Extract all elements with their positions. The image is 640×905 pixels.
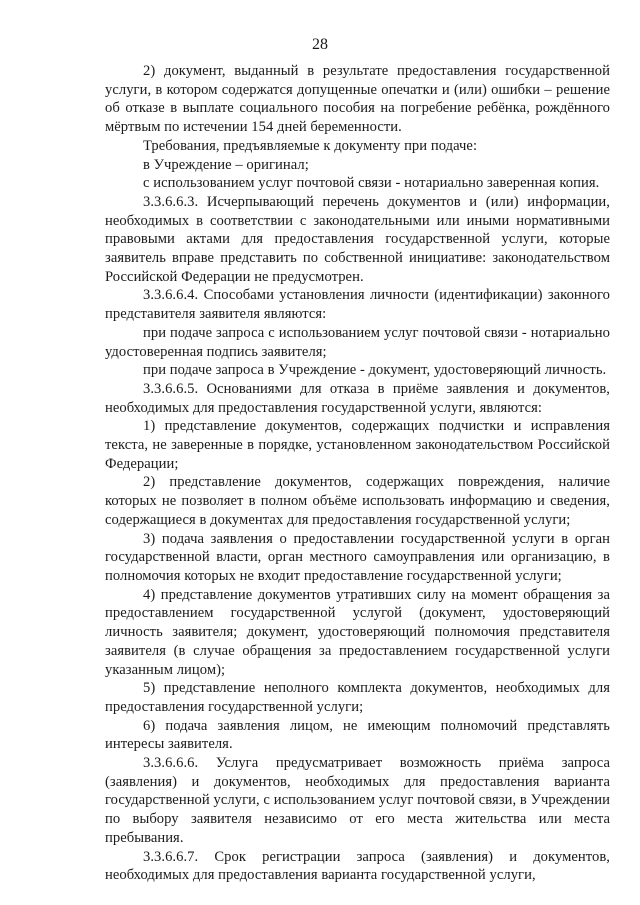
paragraph-requirements-heading: Требования, предъявляемые к документу при подаче: [143,137,478,154]
paragraph-result-document: 2) документ, выданный в результате предоставления государственной услуги, в котором содержатся допущенные опечатки и (или) ошибки – решение об отказе в выплате социального пособия на погребение ребёнка, рождённого мёртвым по истечении 154 дней беременности. [105,63,610,136]
page-number: 28 [312,36,328,53]
paragraph-3-3-6-6-7: 3.3.6.6.7. Срок регистрации запроса (заявления) и документов, необходимых для предоставления варианта государственной услуги, [105,848,610,884]
document-body [105,62,610,885]
paragraph-requirement-institution: в Учреждение – оригинал; [143,156,309,173]
list-item-refusal-6: 6) подача заявления лицом, не имеющим полномочий представлять интересы заявителя. [105,717,610,753]
paragraph-requirement-post: с использованием услуг почтовой связи - нотариально заверенная копия. [143,175,600,192]
list-item-refusal-3: 3) подача заявления о предоставлении государственной услуги в орган государственной власти, орган местного самоуправления или организацию, в полномочия которых не входит предоставление государственной услуги; [105,530,610,584]
paragraph-3-3-6-6-3: 3.3.6.6.3. Исчерпывающий перечень документов и (или) информации, необходимых в соответствии с законодательными или иными нормативными правовыми актами для предоставления государственной услуги, которые заявитель вправе представить по собственной инициативе: законодательством Российской Федерации не предусмотрен. [105,193,610,285]
paragraph-3-3-6-6-4: 3.3.6.6.4. Способами установления личности (идентификации) законного представителя заявителя являются: [105,287,610,323]
paragraph-3-3-6-6-6: 3.3.6.6.6. Услуга предусматривает возможность приёма запроса (заявления) и документов, необходимых для предоставления варианта государственной услуги, с использованием услуг почтовой связи, в Учреждении по выбору заявителя независимо от его места жительства или места пребывания. [105,755,610,846]
paragraph-identification-institution: при подаче запроса в Учреждение - документ, удостоверяющий личность. [143,362,607,379]
list-item-refusal-2: 2) представление документов, содержащих повреждения, наличие которых не позволяет в полном объёме использовать информацию и сведения, содержащиеся в документах для предоставления государственной услуги; [105,474,610,528]
paragraph-identification-post: при подаче запроса с использованием услуг почтовой связи - нотариально удостоверенная подпись заявителя; [105,324,610,360]
list-item-refusal-4: 4) представление документов утративших силу на момент обращения за предоставлением государственной услугой (документ, удостоверяющий личность заявителя; документ, удостоверяющий полномочия представителя заявителя (в случае обращения за предоставлением государственной услуги указанным лицом); [105,586,610,678]
list-item-refusal-1: 1) представление документов, содержащих подчистки и исправления текста, не заверенные в порядке, установленном законодательством Российской Федерации; [105,418,610,472]
list-item-refusal-5: 5) представление неполного комплекта документов, необходимых для предоставления государственной услуги; [105,680,610,715]
paragraph-3-3-6-6-5: 3.3.6.6.5. Основаниями для отказа в приёме заявления и документов, необходимых для предоставления государственной услуги, являются: [105,380,610,416]
